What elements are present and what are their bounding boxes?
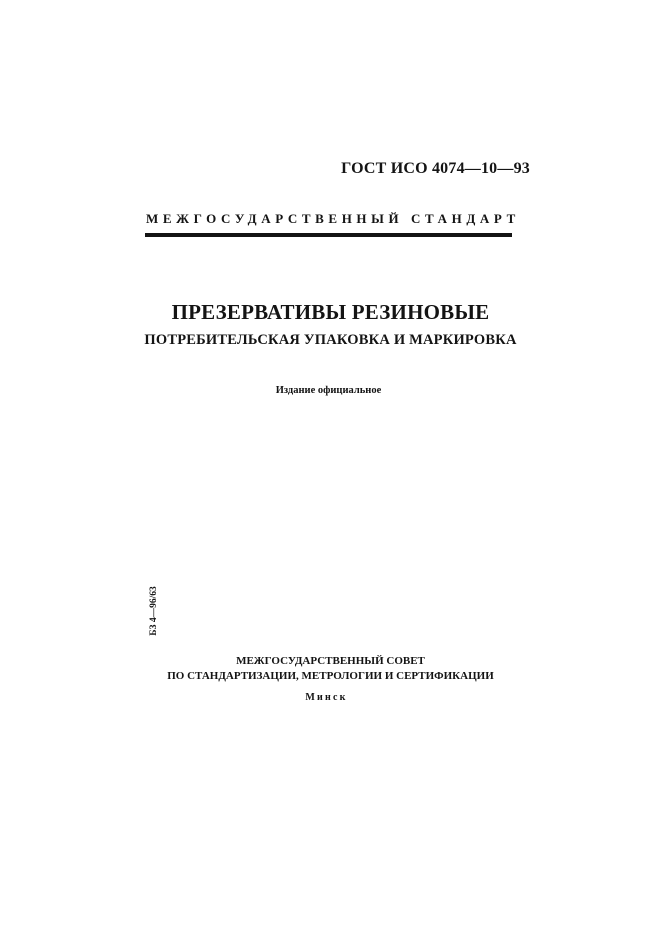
heading-divider [145,233,512,237]
side-catalog-code: БЗ 4—96/63 [149,586,159,636]
edition-note: Издание официальное [275,385,382,396]
publisher-line-1: МЕЖГОСУДАРСТВЕННЫЙ СОВЕТ [236,655,425,667]
document-title: ПРЕЗЕРВАТИВЫ РЕЗИНОВЫЕ [171,300,490,324]
standard-type-heading: МЕЖГОСУДАРСТВЕННЫЙ СТАНДАРТ [146,211,520,226]
publication-city: Минск [305,692,348,703]
document-subtitle: ПОТРЕБИТЕЛЬСКАЯ УПАКОВКА И МАРКИРОВКА [144,332,517,348]
standard-code: ГОСТ ИСО 4074—10—93 [341,160,530,177]
publisher-line-2: ПО СТАНДАРТИЗАЦИИ, МЕТРОЛОГИИ И СЕРТИФИКАЦИИ [167,670,494,682]
publisher-block [0,654,661,684]
